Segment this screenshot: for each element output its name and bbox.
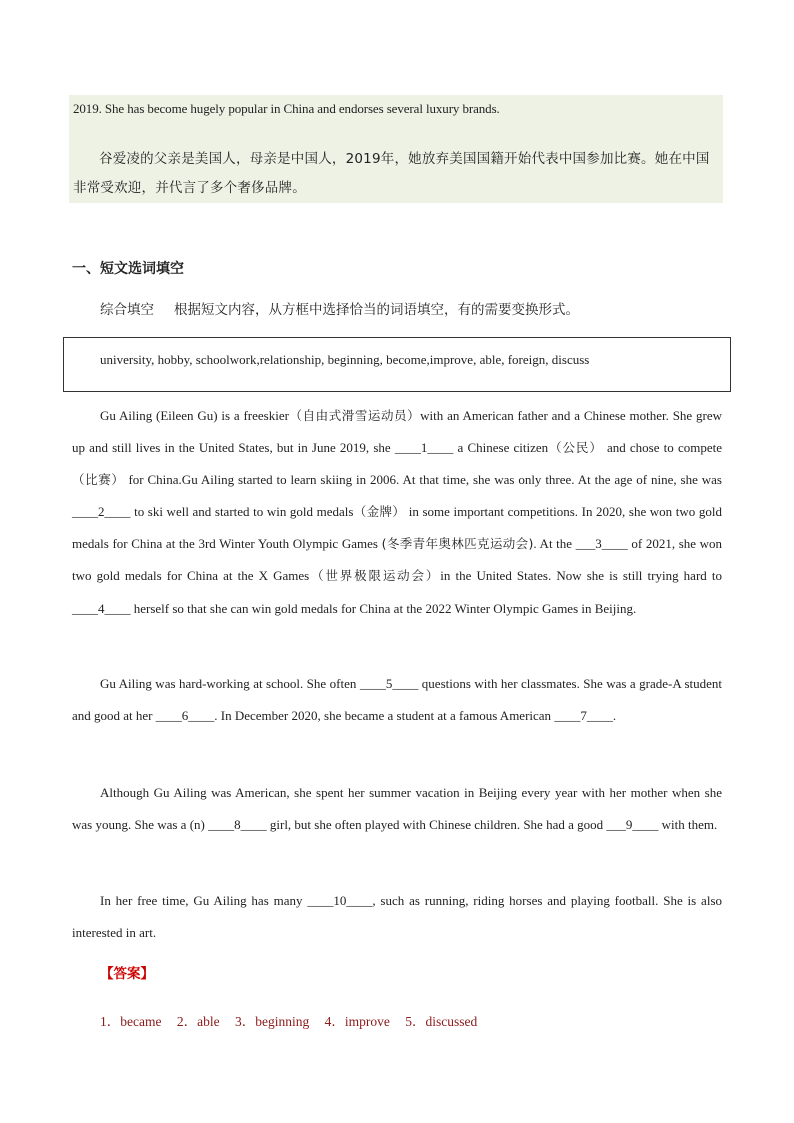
- blank-9: ___9____: [606, 817, 659, 832]
- answer-list: [100, 1010, 489, 1030]
- text-segment: In her free time, Gu Ailing has many: [100, 893, 303, 908]
- text-segment: . At the: [533, 536, 573, 552]
- chinese-gloss: （公民）: [548, 440, 603, 456]
- passage-paragraph-3: [72, 777, 722, 841]
- blank-6: ____6____: [155, 708, 215, 723]
- text-segment: in the United States. Now she is still trying hard to: [440, 568, 722, 584]
- note-box: [69, 95, 723, 203]
- text-segment: of 2021, she won two gold medals for China at the X Games: [72, 536, 723, 584]
- text-segment: to ski well and started to win gold medals: [134, 504, 354, 520]
- blank-1: ____1____: [394, 440, 454, 456]
- chinese-gloss: （金牌）: [353, 504, 406, 520]
- text-segment: , such as running, riding horses and playing football. She is also interested in art.: [72, 893, 723, 940]
- blank-5: ____5____: [359, 676, 419, 691]
- note-english-text: 2019. She has become hugely popular in China and endorses several luxury brands.: [73, 101, 500, 116]
- answer-item: 5．discussed: [405, 1014, 478, 1029]
- passage-paragraph-2: [72, 668, 722, 732]
- text-segment: a Chinese citizen: [457, 440, 549, 456]
- text-segment: and chose to compete: [606, 440, 722, 456]
- blank-2: ____2____: [72, 504, 131, 520]
- blank-7: ____7____: [554, 708, 613, 723]
- instruction-label: 综合填空: [100, 302, 154, 318]
- blank-10: ____10____: [307, 893, 373, 908]
- chinese-gloss: （自由式滑雪运动员）: [288, 408, 421, 423]
- blank-8: ____8____: [208, 817, 267, 832]
- passage-paragraph-1: [72, 400, 722, 625]
- chinese-gloss: （比赛）: [72, 472, 125, 488]
- chinese-gloss: （世界极限运动会）: [309, 568, 441, 584]
- answer-item: 4．improve: [324, 1014, 390, 1029]
- blank-4: ____4____: [72, 600, 131, 616]
- blank-3: ___3____: [575, 536, 628, 552]
- text-segment: questions with her classmates. She was a grade-A student and good at her: [72, 676, 723, 723]
- word-bank-list: university, hobby, schoolwork,relationship, beginning, become,improve, able, foreign, discuss: [100, 352, 590, 367]
- passage-paragraph-4: [72, 885, 722, 949]
- text-segment: girl, but she often played with Chinese children. She had a good: [269, 817, 604, 832]
- section-heading: 一、短文选词填空: [72, 261, 184, 277]
- chinese-gloss: (冬季青年奥林匹克运动会): [381, 536, 534, 552]
- text-segment: Gu Ailing was hard-working at school. She often: [100, 676, 357, 691]
- text-segment: with them.: [661, 817, 718, 832]
- text-segment: in some important competitions. In 2020, she won two gold medals for China at the 3rd Winter Youth Olympic Games: [72, 504, 722, 552]
- text-segment: .: [612, 708, 617, 723]
- answer-item: 1．became: [100, 1014, 162, 1029]
- text-segment: . In December 2020, she became a student at a famous American: [214, 708, 552, 723]
- word-bank-box: [63, 337, 731, 392]
- text-segment: Gu Ailing (Eileen Gu) is a freeskier: [100, 408, 289, 423]
- answer-item: 2．able: [176, 1014, 220, 1029]
- text-segment: with an American father and a Chinese mother. She grew up and still lives in the United States, but in June 2019, she: [72, 408, 722, 456]
- text-segment: Although Gu Ailing was American, she spent her summer vacation in Beijing every year with her mother when she was young. She was a (n): [72, 785, 722, 832]
- instruction: [100, 298, 579, 318]
- answer-item: 3．beginning: [234, 1014, 310, 1029]
- answer-label: 【答案】: [100, 966, 154, 982]
- text-segment: herself so that she can win gold medals for China at the 2022 Winter Olympic Games in Beijing.: [133, 600, 637, 616]
- text-segment: for China.Gu Ailing started to learn skiing in 2006. At that time, she was only three. At the age of nine, she was: [128, 472, 722, 488]
- note-chinese-text: 谷爱凌的父亲是美国人，母亲是中国人，2019年，她放弃美国国籍开始代表中国参加比赛。她在中国非常受欢迎，并代言了多个奢侈品牌。: [73, 151, 710, 196]
- instruction-text: 根据短文内容，从方框中选择恰当的词语填空，有的需要变换形式。: [174, 302, 579, 318]
